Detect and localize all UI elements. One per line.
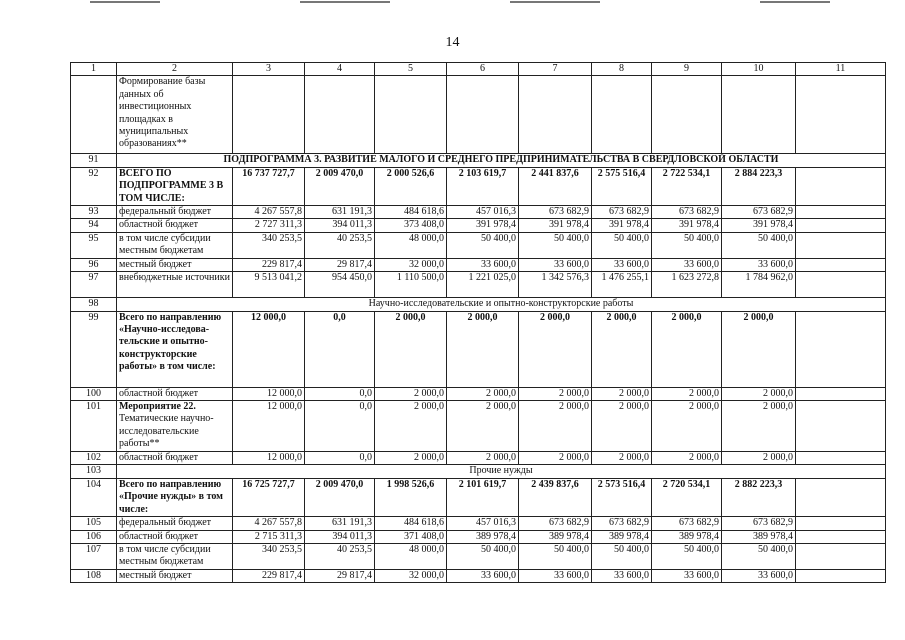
amount-cell: 33 600,0 xyxy=(652,569,722,582)
amount-cell: 2 000,0 xyxy=(722,452,796,465)
amount-cell: 673 682,9 xyxy=(592,206,652,219)
amount-cell: 29 817,4 xyxy=(305,258,375,271)
amount-cell: 2 000 526,6 xyxy=(375,167,447,205)
amount-cell: 33 600,0 xyxy=(519,569,592,582)
amount-cell: 50 400,0 xyxy=(592,232,652,258)
amount-cell: 0,0 xyxy=(305,452,375,465)
table-row xyxy=(71,543,886,569)
table-row xyxy=(71,258,886,271)
amount-cell: 389 978,4 xyxy=(519,530,592,543)
notes-cell xyxy=(796,258,886,271)
amount-cell: 50 400,0 xyxy=(447,543,519,569)
row-label: в том числе субсидии местным бюджетам xyxy=(117,543,233,569)
amount-cell: 954 450,0 xyxy=(305,272,375,298)
column-number-4: 4 xyxy=(305,63,375,76)
amount-cell xyxy=(652,76,722,154)
row-number: 93 xyxy=(71,206,117,219)
table-row xyxy=(71,530,886,543)
table-row xyxy=(71,232,886,258)
scan-top-marks xyxy=(0,0,905,6)
row-number: 94 xyxy=(71,219,117,232)
amount-cell: 2 000,0 xyxy=(722,401,796,452)
amount-cell: 2 720 534,1 xyxy=(652,478,722,516)
column-number-3: 3 xyxy=(233,63,305,76)
column-number-2: 2 xyxy=(117,63,233,76)
notes-cell xyxy=(796,272,886,298)
row-number: 107 xyxy=(71,543,117,569)
amount-cell: 50 400,0 xyxy=(722,543,796,569)
amount-cell: 673 682,9 xyxy=(722,206,796,219)
table-row xyxy=(71,517,886,530)
amount-cell: 32 000,0 xyxy=(375,569,447,582)
row-label: внебюджетные источники xyxy=(117,272,233,298)
amount-cell: 229 817,4 xyxy=(233,258,305,271)
amount-cell xyxy=(305,76,375,154)
notes-cell xyxy=(796,311,886,387)
amount-cell: 2 000,0 xyxy=(375,401,447,452)
row-label: областной бюджет xyxy=(117,530,233,543)
amount-cell: 2 000,0 xyxy=(652,311,722,387)
column-number-5: 5 xyxy=(375,63,447,76)
amount-cell: 50 400,0 xyxy=(519,232,592,258)
table-row xyxy=(71,311,886,387)
budget-table xyxy=(70,62,886,583)
amount-cell: 457 016,3 xyxy=(447,517,519,530)
amount-cell: 33 600,0 xyxy=(652,258,722,271)
amount-cell: 457 016,3 xyxy=(447,206,519,219)
column-number-11: 11 xyxy=(796,63,886,76)
amount-cell: 48 000,0 xyxy=(375,543,447,569)
amount-cell: 391 978,4 xyxy=(519,219,592,232)
amount-cell: 2 000,0 xyxy=(592,387,652,400)
row-number xyxy=(71,76,117,154)
row-number: 105 xyxy=(71,517,117,530)
notes-cell xyxy=(796,517,886,530)
amount-cell: 673 682,9 xyxy=(519,206,592,219)
amount-cell: 2 000,0 xyxy=(652,452,722,465)
section-title: Прочие нужды xyxy=(117,465,886,478)
amount-cell: 394 011,3 xyxy=(305,219,375,232)
amount-cell: 1 221 025,0 xyxy=(447,272,519,298)
row-number: 95 xyxy=(71,232,117,258)
amount-cell: 1 342 576,3 xyxy=(519,272,592,298)
amount-cell: 673 682,9 xyxy=(519,517,592,530)
row-label: областной бюджет xyxy=(117,219,233,232)
column-number-header xyxy=(71,63,886,76)
table-row xyxy=(71,401,886,452)
amount-cell: 40 253,5 xyxy=(305,232,375,258)
amount-cell: 2 000,0 xyxy=(447,452,519,465)
amount-cell: 1 110 500,0 xyxy=(375,272,447,298)
amount-cell: 484 618,6 xyxy=(375,517,447,530)
amount-cell: 340 253,5 xyxy=(233,543,305,569)
table-row xyxy=(71,76,886,154)
amount-cell: 2 722 534,1 xyxy=(652,167,722,205)
amount-cell: 33 600,0 xyxy=(722,258,796,271)
amount-cell: 389 978,4 xyxy=(447,530,519,543)
notes-cell xyxy=(796,76,886,154)
amount-cell: 673 682,9 xyxy=(652,206,722,219)
row-label: Всего по направлению «Прочие нужды» в том числе: xyxy=(117,478,233,516)
amount-cell: 2 884 223,3 xyxy=(722,167,796,205)
table-row xyxy=(71,387,886,400)
notes-cell xyxy=(796,401,886,452)
amount-cell: 673 682,9 xyxy=(592,517,652,530)
row-label: местный бюджет xyxy=(117,258,233,271)
table-row xyxy=(71,272,886,298)
row-number: 99 xyxy=(71,311,117,387)
amount-cell: 50 400,0 xyxy=(519,543,592,569)
amount-cell: 48 000,0 xyxy=(375,232,447,258)
table-row xyxy=(71,219,886,232)
amount-cell: 33 600,0 xyxy=(447,258,519,271)
table-body xyxy=(71,63,886,583)
column-number-7: 7 xyxy=(519,63,592,76)
amount-cell: 2 000,0 xyxy=(592,452,652,465)
row-label: местный бюджет xyxy=(117,569,233,582)
amount-cell: 2 000,0 xyxy=(375,387,447,400)
notes-cell xyxy=(796,167,886,205)
row-label: Всего по направлению «Научно-исследова-тельские и опытно-конструкторские работы» в том числе: xyxy=(117,311,233,387)
row-number: 97 xyxy=(71,272,117,298)
table-row xyxy=(71,478,886,516)
row-number: 102 xyxy=(71,452,117,465)
amount-cell: 389 978,4 xyxy=(722,530,796,543)
table-row xyxy=(71,569,886,582)
amount-cell: 373 408,0 xyxy=(375,219,447,232)
column-number-8: 8 xyxy=(592,63,652,76)
amount-cell: 391 978,4 xyxy=(447,219,519,232)
amount-cell: 2 000,0 xyxy=(592,401,652,452)
amount-cell: 2 715 311,3 xyxy=(233,530,305,543)
amount-cell: 50 400,0 xyxy=(652,232,722,258)
amount-cell: 33 600,0 xyxy=(722,569,796,582)
amount-cell: 2 441 837,6 xyxy=(519,167,592,205)
amount-cell xyxy=(447,76,519,154)
column-number-1: 1 xyxy=(71,63,117,76)
amount-cell: 1 784 962,0 xyxy=(722,272,796,298)
amount-cell xyxy=(233,76,305,154)
amount-cell: 12 000,0 xyxy=(233,311,305,387)
column-number-6: 6 xyxy=(447,63,519,76)
amount-cell: 2 000,0 xyxy=(519,452,592,465)
notes-cell xyxy=(796,478,886,516)
amount-cell: 1 998 526,6 xyxy=(375,478,447,516)
notes-cell xyxy=(796,387,886,400)
amount-cell: 391 978,4 xyxy=(652,219,722,232)
amount-cell: 1 476 255,1 xyxy=(592,272,652,298)
amount-cell: 2 000,0 xyxy=(519,387,592,400)
amount-cell: 2 575 516,4 xyxy=(592,167,652,205)
table-row xyxy=(71,206,886,219)
amount-cell: 484 618,6 xyxy=(375,206,447,219)
notes-cell xyxy=(796,569,886,582)
amount-cell xyxy=(722,76,796,154)
amount-cell: 50 400,0 xyxy=(592,543,652,569)
row-label: областной бюджет xyxy=(117,387,233,400)
notes-cell xyxy=(796,530,886,543)
amount-cell: 631 191,3 xyxy=(305,206,375,219)
row-number: 101 xyxy=(71,401,117,452)
table-row xyxy=(71,452,886,465)
section-row xyxy=(71,154,886,167)
amount-cell: 2 727 311,3 xyxy=(233,219,305,232)
amount-cell: 16 737 727,7 xyxy=(233,167,305,205)
amount-cell: 2 000,0 xyxy=(375,311,447,387)
amount-cell: 33 600,0 xyxy=(592,258,652,271)
column-number-10: 10 xyxy=(722,63,796,76)
row-number: 92 xyxy=(71,167,117,205)
amount-cell: 4 267 557,8 xyxy=(233,517,305,530)
notes-cell xyxy=(796,206,886,219)
amount-cell: 389 978,4 xyxy=(592,530,652,543)
row-label: федеральный бюджет xyxy=(117,206,233,219)
amount-cell: 2 009 470,0 xyxy=(305,167,375,205)
notes-cell xyxy=(796,452,886,465)
amount-cell: 29 817,4 xyxy=(305,569,375,582)
row-number: 104 xyxy=(71,478,117,516)
amount-cell: 50 400,0 xyxy=(652,543,722,569)
section-row xyxy=(71,465,886,478)
amount-cell: 33 600,0 xyxy=(519,258,592,271)
amount-cell: 33 600,0 xyxy=(592,569,652,582)
amount-cell: 2 000,0 xyxy=(592,311,652,387)
amount-cell: 2 000,0 xyxy=(652,387,722,400)
amount-cell: 391 978,4 xyxy=(592,219,652,232)
amount-cell: 340 253,5 xyxy=(233,232,305,258)
row-number: 108 xyxy=(71,569,117,582)
amount-cell: 2 882 223,3 xyxy=(722,478,796,516)
amount-cell: 371 408,0 xyxy=(375,530,447,543)
amount-cell: 2 000,0 xyxy=(447,401,519,452)
amount-cell: 33 600,0 xyxy=(447,569,519,582)
amount-cell xyxy=(375,76,447,154)
row-number: 106 xyxy=(71,530,117,543)
notes-cell xyxy=(796,232,886,258)
amount-cell: 0,0 xyxy=(305,387,375,400)
amount-cell: 394 011,3 xyxy=(305,530,375,543)
amount-cell: 673 682,9 xyxy=(652,517,722,530)
notes-cell xyxy=(796,219,886,232)
amount-cell: 229 817,4 xyxy=(233,569,305,582)
amount-cell: 9 513 041,2 xyxy=(233,272,305,298)
row-label: Мероприятие 22. Тематические научно-исследовательские работы** xyxy=(117,401,233,452)
notes-cell xyxy=(796,543,886,569)
column-number-9: 9 xyxy=(652,63,722,76)
amount-cell: 4 267 557,8 xyxy=(233,206,305,219)
row-label: федеральный бюджет xyxy=(117,517,233,530)
amount-cell: 2 000,0 xyxy=(447,311,519,387)
amount-cell: 0,0 xyxy=(305,401,375,452)
section-title: Научно-исследовательские и опытно-конструкторские работы xyxy=(117,298,886,311)
amount-cell: 2 103 619,7 xyxy=(447,167,519,205)
amount-cell: 2 009 470,0 xyxy=(305,478,375,516)
row-number: 100 xyxy=(71,387,117,400)
amount-cell: 40 253,5 xyxy=(305,543,375,569)
amount-cell: 673 682,9 xyxy=(722,517,796,530)
amount-cell: 16 725 727,7 xyxy=(233,478,305,516)
amount-cell: 50 400,0 xyxy=(722,232,796,258)
row-label: ВСЕГО ПО ПОДПРОГРАММЕ 3 В ТОМ ЧИСЛЕ: xyxy=(117,167,233,205)
amount-cell: 2 000,0 xyxy=(519,401,592,452)
amount-cell: 2 000,0 xyxy=(375,452,447,465)
amount-cell: 50 400,0 xyxy=(447,232,519,258)
amount-cell: 1 623 272,8 xyxy=(652,272,722,298)
page-number: 14 xyxy=(445,35,460,50)
amount-cell: 12 000,0 xyxy=(233,401,305,452)
amount-cell: 2 000,0 xyxy=(447,387,519,400)
row-number: 91 xyxy=(71,154,117,167)
section-title: ПОДПРОГРАММА 3. РАЗВИТИЕ МАЛОГО И СРЕДНЕГО ПРЕДПРИНИМАТЕЛЬСТВА В СВЕРДЛОВСКОЙ ОБЛАСТИ xyxy=(117,154,886,167)
section-row xyxy=(71,298,886,311)
amount-cell: 2 000,0 xyxy=(652,401,722,452)
amount-cell xyxy=(592,76,652,154)
row-number: 103 xyxy=(71,465,117,478)
amount-cell: 2 439 837,6 xyxy=(519,478,592,516)
row-label: Формирование базы данных об инвестиционных площадках в муниципальных образованиях** xyxy=(117,76,233,154)
amount-cell: 2 000,0 xyxy=(722,311,796,387)
amount-cell: 2 101 619,7 xyxy=(447,478,519,516)
amount-cell: 631 191,3 xyxy=(305,517,375,530)
amount-cell xyxy=(519,76,592,154)
amount-cell: 391 978,4 xyxy=(722,219,796,232)
amount-cell: 12 000,0 xyxy=(233,387,305,400)
row-number: 98 xyxy=(71,298,117,311)
amount-cell: 389 978,4 xyxy=(652,530,722,543)
amount-cell: 32 000,0 xyxy=(375,258,447,271)
row-label: в том числе субсидии местным бюджетам xyxy=(117,232,233,258)
amount-cell: 2 000,0 xyxy=(722,387,796,400)
amount-cell: 12 000,0 xyxy=(233,452,305,465)
amount-cell: 2 573 516,4 xyxy=(592,478,652,516)
amount-cell: 0,0 xyxy=(305,311,375,387)
table-row xyxy=(71,167,886,205)
row-label: областной бюджет xyxy=(117,452,233,465)
amount-cell: 2 000,0 xyxy=(519,311,592,387)
row-number: 96 xyxy=(71,258,117,271)
